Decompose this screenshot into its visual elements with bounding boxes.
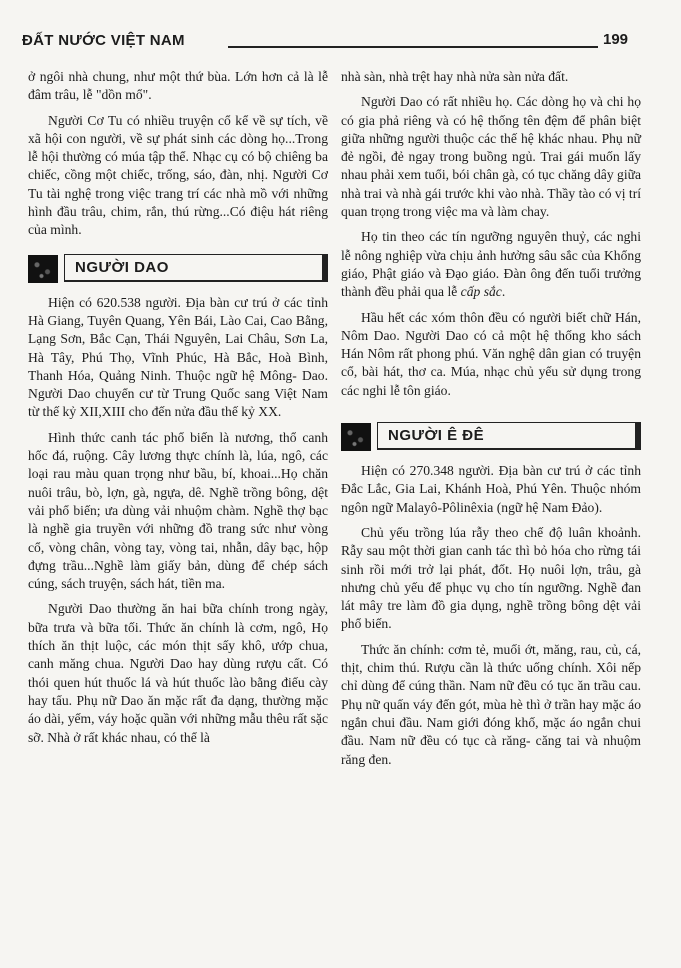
paragraph: Thức ăn chính: cơm tẻ, muối ớt, măng, rau, củ, cá, thịt, chim thú. Rượu cần là thức uống chính. Xôi nếp chỉ dùng để cúng thần. Nam nữ đều có tục ăn trầu cau. Phụ nữ quấn váy đến gót, mùa hè thì ở trần hay mặc áo ngắn chui đầu. Nam giới đóng khố, mặc áo ngắn chui đầu. Nam nữ đều có tục cà răng- căng tai và nhuộm răng đen. — [341, 641, 641, 767]
section-heading-nguoi-e-de — [341, 422, 641, 452]
italic-term: cấp sắc — [460, 284, 502, 300]
paragraph: nhà sàn, nhà trệt hay nhà nửa sàn nửa đất. — [341, 69, 569, 84]
paragraph: Người Cơ Tu có nhiều truyện cổ kể về sự tích, về xã hội con người, về sự phát sinh các dòng họ...Trong lễ hội thường có múa tập thể. Nhạc cụ có bộ chiêng ba chiếc, cồng một chiếc, trống, sáo, đàn, nhị. Người Cơ Tu tài nghệ trong việc trang trí các nhà mồ với những hình đầu trâu, chim, rắn, thú rừng...Có điệu hát riêng của mình. — [28, 112, 328, 238]
section-heading-nguoi-dao — [28, 254, 328, 284]
paragraph: Chủ yếu trồng lúa rẫy theo chế độ luân khoảnh. Rẫy sau một thời gian canh tác thì bỏ hóa cho rừng tái sinh rồi mới trở lại phát, đốt. Họ nuôi lợn, trâu, gà nhưng chủ yếu để phục vụ cho tín ngưỡng. Nghề đan lát mây tre làm đồ gia dụng, nghề trồng bông dệt vải phổ biến. — [341, 524, 641, 632]
section-title-box — [64, 254, 328, 282]
paragraph — [341, 228, 641, 301]
section-title-box — [377, 422, 641, 450]
page-number: 199 — [603, 31, 629, 48]
left-column — [28, 68, 328, 754]
section-title: NGƯỜI Ê ĐÊ — [388, 427, 485, 445]
paragraph: Hầu hết các xóm thôn đều có người biết chữ Hán, Nôm Dao. Người Dao có cả một hệ thống kho sách Hán Nôm rất phong phú. Văn nghệ dân gian có truyện cổ, bài hát, thơ ca. Múa, nhạc chủ yếu sử dụng trong các nghi lễ tôn giáo. — [341, 309, 641, 398]
paragraph: Hiện có 620.538 người. Địa bàn cư trú ở các tỉnh Hà Giang, Tuyên Quang, Yên Bái, Lào Cai, Cao Bằng, Lạng Sơn, Bắc Cạn, Thái Nguyên, Lai Châu, Sơn La, Hà Tây, Phú Thọ, Vĩnh Phúc, Hà Bắc, Hoà Bình, Thanh Hóa, Quảng Ninh. Thuộc ngữ hệ Mông- Dao. Người Dao chuyển cư từ Trung Quốc sang Việt Nam từ thế kỷ XII,XIII cho đến nửa đầu thế kỷ XX. — [28, 294, 328, 420]
ornament-icon — [28, 255, 58, 283]
paragraph: ở ngôi nhà chung, như một thứ bùa. Lớn hơn cả là lễ đâm trâu, lễ "dồn mổ". — [28, 69, 328, 103]
header-rule — [228, 46, 598, 48]
section-title: NGƯỜI DAO — [75, 258, 169, 276]
paragraph: Hiện có 270.348 người. Địa bàn cư trú ở các tỉnh Đắc Lắc, Gia Lai, Khánh Hoà, Phú Yên. Thuộc nhóm ngôn ngữ Malayô-Pôlinêxia (ngữ hệ Nam Đảo). — [341, 463, 641, 515]
running-header-title: ĐẤT NƯỚC VIỆT NAM — [22, 32, 185, 49]
paragraph-text: Họ tin theo các tín ngưỡng nguyên thuỷ, các nghi lễ nông nghiệp vừa chịu ảnh hưởng sâu sắc của Khổng giáo, Phật giáo và Đạo giáo. Đàn ông đến tuổi trưởng thành đều phải qua lễ — [341, 229, 641, 300]
paragraph: Người Dao thường ăn hai bữa chính trong ngày, bữa trưa và bữa tối. Thức ăn chính là cơm, ngô, Họ thích ăn thịt luộc, các món thịt sấy khô, ướp chua, canh măng chua. Người Dao hay dùng rượu cất. Có thói quen hút thuốc lá và hút thuốc lào bằng điếu cày hay tẩu. Phụ nữ Dao ăn mặc rất đa dạng, thường mặc áo dài, yếm, váy hoặc quần với những mẫu thêu rất sặc sỡ. Nhà ở rất khác nhau, có thể là — [28, 601, 328, 745]
paragraph: Người Dao có rất nhiều họ. Các dòng họ và chi họ có gia phả riêng và có hệ thống tên đệm để phân biệt giữa những người thuộc các thế hệ khác nhau. Phụ nữ đẻ ngồi, đẻ ngay trong buồng ngủ. Trai gái muốn lấy nhau phải xem tuổi, bói chân gà, có tục chăng dây giữa nhà trai và nhà gái trước khi vào nhà. Thầy tào có vị trí quan trọng trong việc ma và làm chay. — [341, 94, 641, 220]
paragraph-text: . — [501, 284, 506, 300]
right-column — [341, 68, 641, 776]
ornament-icon — [341, 423, 371, 451]
paragraph: Hình thức canh tác phổ biến là nương, thổ canh hốc đá, ruộng. Cây lương thực chính là, lúa, ngô, các loại rau màu quan trọng như bầu, bí, khoai...Họ chăn nuôi trâu, bò, lợn, gà, ngựa, dê. Nghề trồng bông, dệt vải phổ biến; ưa dùng vải nhuộm chàm. Nghề thợ bạc là nghề gia truyền với những đồ trang sức như vòng cổ, vòng chân, vòng tay, vòng tai, nhẫn, dây bạc, hộp đựng trầu...Nghề làm giấy bản, dùng để chép sách cúng, sách truyện, sách hát, tiền ma. — [28, 429, 328, 592]
